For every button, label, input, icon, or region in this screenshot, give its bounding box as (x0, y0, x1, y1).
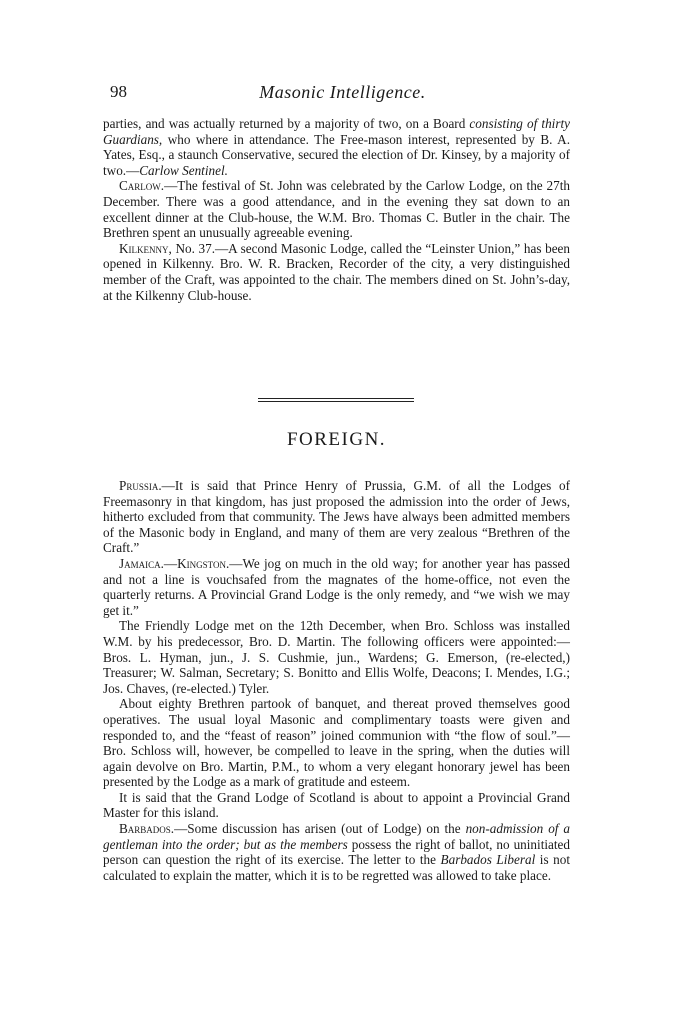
paragraph-prussia: Prussia.—It is said that Prince Henry of Prussia, G.M. of all the Lodges of Freemasonry in that kingdom, has just proposed the admission into the order of Jews, hitherto excluded from that community. The Jews have always been admitted members of the Masonic body in England, and many of them are very zealous “Brethren of the Craft.” (103, 478, 570, 556)
paragraph-jamaica-3: About eighty Brethren partook of banquet, and thereat proved themselves good operatives. The usual loyal Masonic and complimentary toasts were given and responded to, and the “feast of reason” joined communion with “the flow of soul.”—Bro. Schloss will, however, be compelled to leave in the spring, when the duties will again devolve on Bro. Martin, P.M., to whom a very elegant honorary jewel has been presented by the Lodge as a mark of gratitude and esteem. (103, 696, 570, 790)
paragraph-barbados: Barbados.—Some discussion has arisen (out of Lodge) on the non-admission of a gentleman into the order; but as the members possess the right of ballot, no uninitiated person can question the right of its exercise. The letter to the Barbados Liberal is not calculated to explain the matter, which it is to be regretted was allowed to take place. (103, 821, 571, 883)
page-header (110, 82, 575, 108)
paragraph-carlow: Carlow.—The festival of St. John was celebrated by the Carlow Lodge, on the 27th December. There was a good attendance, and in the evening they sat down to an excellent dinner at the Club-house, the W.M. Bro. Thomas C. Butler in the chair. The Brethren spent an unusually agreeable evening. (103, 178, 570, 241)
running-title: Masonic Intelligence. (259, 82, 426, 102)
jamaica-lead: Jamaica.—Kingston. (119, 555, 230, 571)
prussia-lead: Prussia. (119, 478, 162, 493)
lower-text-block (103, 478, 570, 883)
section-heading: FOREIGN. (286, 429, 387, 450)
paragraph-jamaica: Jamaica.—Kingston.—We jog on much in the old way; for another year has passed and not a line is vouchsafed from the magnates of the home-office, not even the quarterly returns. A Provincial Grand Lodge is the only remedy, and “we wish we may get it.” (103, 555, 570, 618)
carlow-lead: Carlow. (119, 178, 165, 194)
section-divider-bottom (258, 401, 414, 402)
paragraph-jamaica-2: The Friendly Lodge met on the 12th December, when Bro. Schloss was installed W.M. by his predecessor, Bro. D. Martin. The following officers were appointed:—Bros. L. Hyman, jun., J. S. Cushmie, jun., Wardens; G. Emerson, (re-elected,) Treasurer; W. Salman, Secretary; S. Bonitto and Ellis Wolfe, Deacons; I. Mendes, I.G.; Jos. Chaves, (re-elected.) Tyler. (103, 618, 570, 696)
paragraph-kilkenny: Kilkenny, No. 37.—A second Masonic Lodge, called the “Leinster Union,” has been opened in Kilkenny. Bro. W. R. Bracken, Recorder of the city, a very distinguished member of the Craft, was appointed to the chair. The members dined on St. John’s-day, at the Kilkenny Club-house. (103, 240, 570, 303)
kilkenny-lead: Kilkenny, (119, 240, 172, 256)
section-divider-top (258, 398, 414, 399)
barbados-lead: Barbados. (119, 821, 175, 837)
paragraph-jamaica-4: It is said that the Grand Lodge of Scotland is about to appoint a Provincial Grand Master for this island. (103, 789, 570, 821)
paragraph-continuation: parties, and was actually returned by a majority of two, on a Board consisting of thirty Guardians, who where in attendance. The Free-mason interest, represented by B. A. Yates, Esq., a staunch Conservative, secured the election of Dr. Kinsey, by a majority of two.—Carlow Sentinel. (103, 116, 570, 178)
page-number: 98 (110, 82, 127, 101)
upper-text-block (103, 116, 570, 303)
